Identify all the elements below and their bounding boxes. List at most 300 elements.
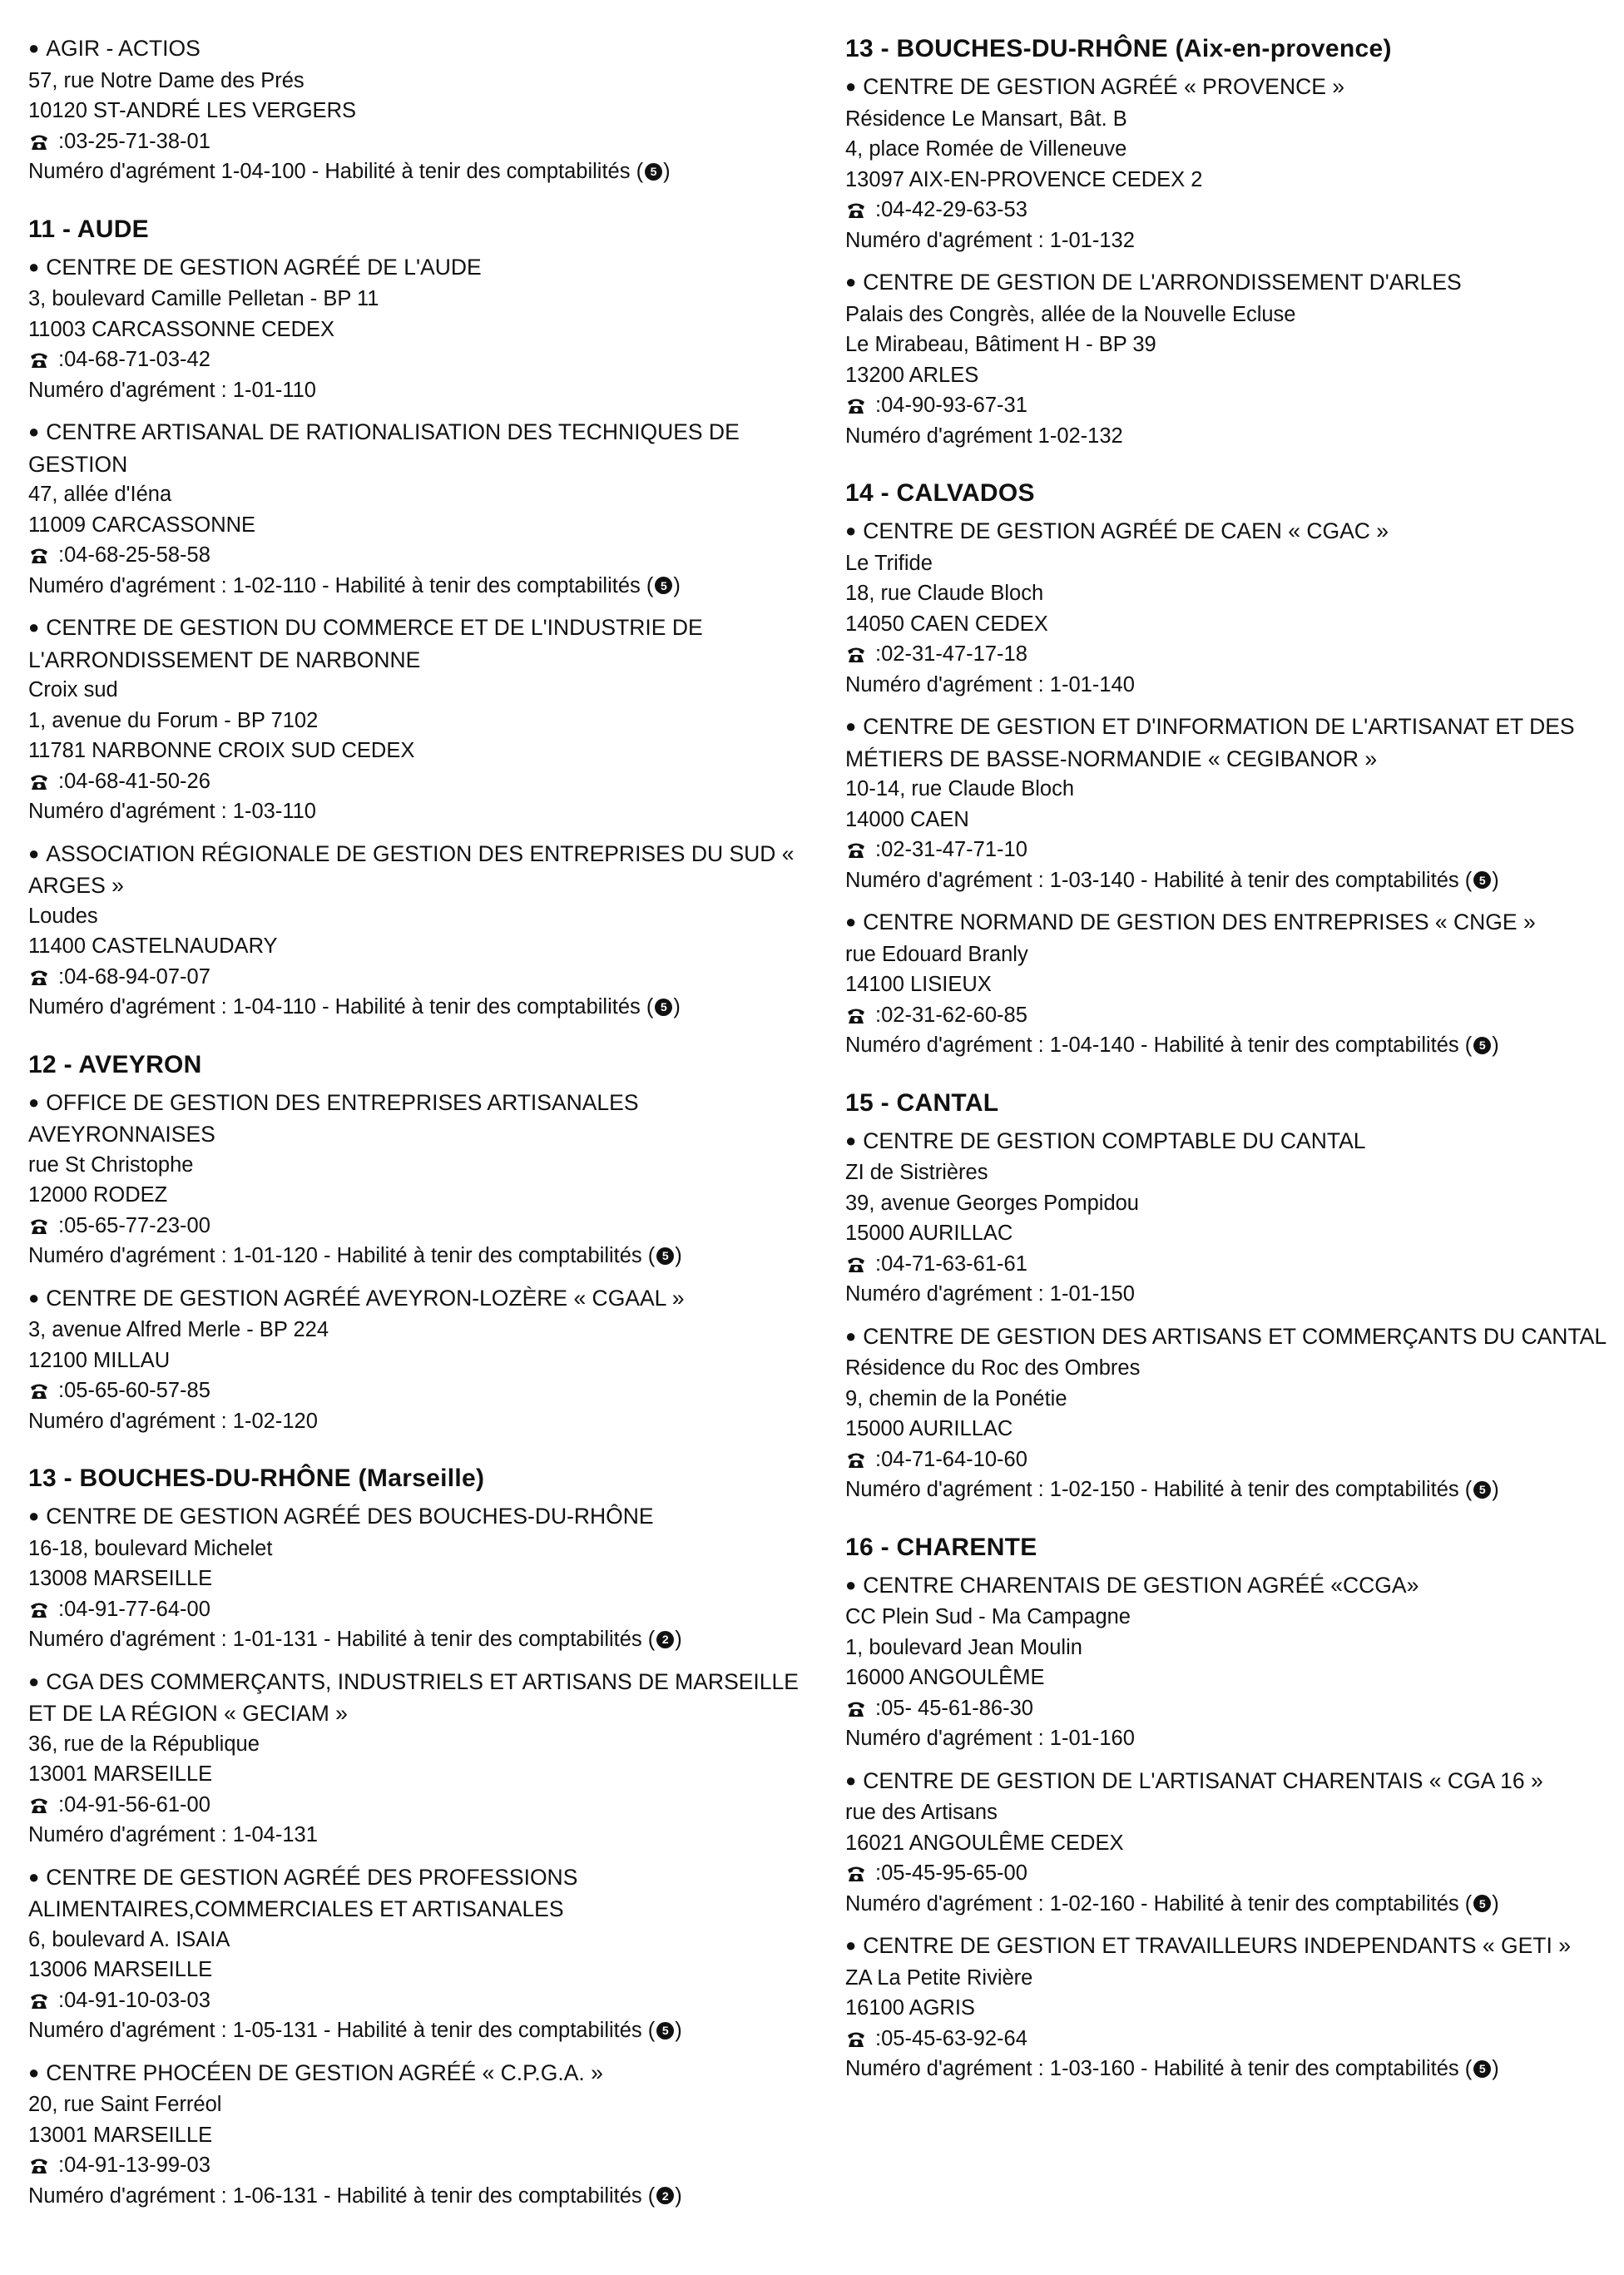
agrement-number: Numéro d'agrément : 1-05-131 <box>28 2019 318 2042</box>
address-line: 4, place Romée de Villeneuve <box>845 137 1127 161</box>
directory-entry <box>845 72 1611 255</box>
directory-entry <box>845 1766 1611 1920</box>
phone-line <box>845 1445 1611 1475</box>
entry-name <box>28 1283 810 1316</box>
agrement-number: Numéro d'agrément : 1-02-120 <box>28 1409 318 1433</box>
paren-close: ) <box>675 1244 682 1267</box>
habilite-text: Habilité à tenir des comptabilités <box>1153 868 1459 892</box>
agrement-line <box>28 992 810 1023</box>
paren-close: ) <box>673 995 681 1019</box>
bullet-icon: ● <box>28 1670 40 1692</box>
separator: - <box>305 160 325 183</box>
agrement-number: Numéro d'agrément : 1-04-131 <box>28 1823 318 1846</box>
bullet-icon: ● <box>845 1935 857 1955</box>
phone-prefix: : <box>875 2026 882 2050</box>
phone-icon <box>28 1380 50 1401</box>
address-line: 16100 AGRIS <box>845 1996 975 2020</box>
phone-prefix: : <box>58 1379 65 1402</box>
paren-close: ) <box>1492 2057 1499 2080</box>
address-line: 20, rue Saint Ferréol <box>28 2093 222 2116</box>
numbered-mark-icon: 5 <box>1473 871 1491 889</box>
separator: - <box>317 2183 337 2208</box>
numbered-mark-icon: 5 <box>645 163 662 181</box>
section-title: 16 - CHARENTE <box>845 1533 1037 1561</box>
paren-close: ) <box>1492 868 1499 892</box>
numbered-mark-icon: 5 <box>656 2022 674 2040</box>
bullet-icon: ● <box>28 842 40 864</box>
phone-prefix: : <box>875 394 882 417</box>
bullet-icon: ● <box>845 76 857 97</box>
address-line: 36, rue de la République <box>28 1732 260 1756</box>
phone-icon <box>28 966 50 988</box>
habilite-text: Habilité à tenir des comptabilités <box>1153 2057 1459 2080</box>
address-line: 3, boulevard Camille Pelletan - BP 11 <box>28 287 379 310</box>
directory-entry <box>28 1862 810 2046</box>
agrement-number: Numéro d'agrément 1-04-100 <box>28 160 306 183</box>
separator: - <box>1134 868 1154 892</box>
agrement-number: Numéro d'agrément : 1-03-110 <box>28 800 316 823</box>
numbered-mark-icon: 2 <box>656 1631 674 1648</box>
agrement-line <box>845 421 1611 452</box>
agrement-line <box>28 156 810 187</box>
phone-line <box>845 1693 1611 1724</box>
entry-name <box>845 1126 1611 1158</box>
agrement-line <box>28 2181 810 2212</box>
habilite-text: Habilité à tenir des comptabilités <box>324 160 631 183</box>
agrement-line <box>845 1723 1611 1754</box>
paren-open: ( <box>1458 1033 1473 1057</box>
phone-prefix: : <box>58 1988 65 2012</box>
directory-entry <box>845 1126 1611 1310</box>
phone-prefix: : <box>58 543 65 567</box>
agrement-line <box>845 1279 1611 1310</box>
habilite-text: Habilité à tenir des comptabilités <box>336 2019 642 2042</box>
paren-open: ( <box>1458 1891 1473 1916</box>
phone-prefix: : <box>58 2154 65 2177</box>
agrement-number: Numéro d'agrément : 1-01-150 <box>845 1282 1135 1306</box>
address-line: rue des Artisans <box>845 1801 998 1824</box>
phone-line <box>28 1790 810 1821</box>
phone-line <box>845 195 1611 226</box>
entry-name <box>845 1321 1611 1354</box>
agrement-line <box>845 1030 1611 1061</box>
phone-line <box>845 2024 1611 2054</box>
directory-entry <box>845 1570 1611 1754</box>
paren-open: ( <box>641 1244 656 1267</box>
agrement-number: Numéro d'agrément : 1-01-131 <box>28 1628 318 1651</box>
numbered-mark-icon: 5 <box>656 1247 674 1265</box>
paren-open: ( <box>1458 2057 1473 2080</box>
entry-name <box>28 33 810 66</box>
phone-number: 05- 45-61-86-30 <box>881 1696 1033 1720</box>
phone-number: 04-42-29-63-53 <box>881 198 1027 221</box>
agrement-number: Numéro d'agrément : 1-01-120 <box>28 1244 318 1267</box>
agrement-line <box>28 1406 810 1437</box>
habilite-text: Habilité à tenir des comptabilités <box>334 573 641 597</box>
phone-number: 04-91-56-61-00 <box>64 1792 210 1817</box>
agrement-number: Numéro d'agrément : 1-01-140 <box>845 672 1135 696</box>
bullet-icon: ● <box>845 911 857 932</box>
phone-line <box>28 1375 810 1406</box>
entry-name-text: CENTRE DE GESTION DE L'ARRONDISSEMENT D'ARLES <box>863 270 1462 295</box>
phone-line <box>28 1211 810 1242</box>
phone-number: 04-91-13-99-03 <box>64 2154 210 2177</box>
paren-open: ( <box>641 2019 656 2042</box>
entry-name <box>28 1862 810 1925</box>
numbered-mark-icon: 5 <box>1473 2060 1491 2078</box>
phone-line <box>845 1249 1611 1280</box>
agrement-number: Numéro d'agrément : 1-03-140 <box>845 868 1135 892</box>
entry-name <box>28 252 810 285</box>
bullet-icon: ● <box>845 520 857 541</box>
directory-entry <box>845 516 1611 700</box>
separator: - <box>1134 2057 1154 2080</box>
address-line: 39, avenue Georges Pompidou <box>845 1191 1139 1215</box>
phone-icon <box>845 394 867 416</box>
agrement-line <box>845 2054 1611 2084</box>
phone-line <box>845 835 1611 865</box>
bullet-icon: ● <box>28 2061 40 2083</box>
section-title: 13 - BOUCHES-DU-RHÔNE (Aix-en-provence) <box>845 35 1392 62</box>
entry-name <box>845 516 1611 548</box>
entry-name-text: CENTRE DE GESTION AGRÉÉ DES PROFESSIONS ALIMENTAIRES,COMMERCIALES ET ARTISANALES <box>28 1864 578 1921</box>
bullet-icon: ● <box>28 1286 40 1308</box>
directory-entry <box>845 267 1611 451</box>
entry-name-text: CENTRE DE GESTION AGRÉÉ DE L'AUDE <box>46 254 482 280</box>
address-line: 57, rue Notre Dame des Prés <box>28 68 304 92</box>
bullet-icon: ● <box>845 1325 857 1346</box>
agrement-line <box>845 226 1611 256</box>
paren-close: ) <box>675 1628 682 1651</box>
section-title: 14 - CALVADOS <box>845 479 1035 507</box>
agrement-number: Numéro d'agrément : 1-04-110 <box>28 995 316 1019</box>
address-line: 1, avenue du Forum - BP 7102 <box>28 708 319 732</box>
phone-prefix: : <box>875 642 882 666</box>
phone-line <box>845 390 1611 421</box>
bullet-icon: ● <box>845 716 857 736</box>
phone-icon <box>28 349 50 370</box>
separator: - <box>1134 1891 1154 1916</box>
phone-line <box>28 1594 810 1625</box>
bullet-icon: ● <box>28 421 40 442</box>
address-line: 18, rue Claude Bloch <box>845 582 1044 605</box>
phone-icon <box>28 1598 50 1620</box>
entry-name <box>28 417 810 479</box>
entry-name-text: CENTRE DE GESTION AGRÉÉ DES BOUCHES-DU-RHÔNE <box>46 1504 654 1529</box>
phone-icon <box>845 1253 867 1275</box>
phone-number: 04-71-63-61-61 <box>881 1251 1027 1276</box>
section-title: 13 - BOUCHES-DU-RHÔNE (Marseille) <box>28 1465 485 1492</box>
paren-open: ( <box>640 573 654 597</box>
paren-open: ( <box>630 160 644 183</box>
phone-line <box>845 1858 1611 1889</box>
bullet-icon: ● <box>28 1091 40 1113</box>
address-line: 15000 AURILLAC <box>845 1417 1013 1440</box>
phone-prefix: : <box>875 1696 882 1720</box>
address-line: 13008 MARSEILLE <box>28 1567 213 1590</box>
agrement-number: Numéro d'agrément : 1-01-110 <box>28 378 316 402</box>
phone-line <box>28 962 810 993</box>
directory-entry <box>845 711 1611 895</box>
phone-icon <box>28 131 50 152</box>
phone-icon <box>28 1215 50 1237</box>
phone-number: 04-91-10-03-03 <box>64 1988 210 2012</box>
phone-icon <box>845 199 867 221</box>
bullet-icon: ● <box>28 1866 40 1887</box>
bullet-icon: ● <box>28 255 40 277</box>
phone-icon <box>845 1862 867 1884</box>
phone-prefix: : <box>58 129 65 153</box>
phone-number: 04-71-64-10-60 <box>881 1447 1027 1471</box>
agrement-number: Numéro d'agrément 1-02-132 <box>845 424 1123 448</box>
address-line: 9, chemin de la Ponétie <box>845 1386 1067 1410</box>
bullet-icon: ● <box>845 271 857 292</box>
entry-name <box>28 612 810 675</box>
paren-close: ) <box>1492 1033 1499 1057</box>
entry-name-text: CENTRE DE GESTION AGRÉÉ « PROVENCE » <box>863 74 1345 99</box>
entry-name-text: CENTRE DE GESTION COMPTABLE DU CANTAL <box>863 1128 1366 1153</box>
address-line: CC Plein Sud - Ma Campagne <box>845 1605 1131 1628</box>
separator: - <box>317 1244 337 1267</box>
phone-line <box>28 2150 810 2181</box>
entry-name <box>845 267 1611 300</box>
numbered-mark-icon: 5 <box>1473 1037 1491 1054</box>
paren-open: ( <box>1458 868 1473 892</box>
agrement-line <box>845 670 1611 701</box>
entry-name <box>845 907 1611 939</box>
entry-name-text: CENTRE CHARENTAIS DE GESTION AGRÉÉ «CCGA» <box>863 1572 1419 1598</box>
phone-icon <box>845 1004 867 1026</box>
habilite-text: Habilité à tenir des comptabilités <box>336 2183 642 2208</box>
agrement-number: Numéro d'agrément : 1-01-160 <box>845 1727 1135 1750</box>
separator: - <box>1134 1478 1154 1501</box>
bullet-icon: ● <box>845 1574 857 1595</box>
entry-name-text: CENTRE ARTISANAL DE RATIONALISATION DES TECHNIQUES DE GESTION <box>28 419 740 477</box>
left-column <box>28 33 810 2223</box>
entry-name <box>845 72 1611 104</box>
entry-name-text: CENTRE DE GESTION DE L'ARTISANAT CHARENTAIS « CGA 16 » <box>863 1767 1543 1793</box>
address-line: 11009 CARCASSONNE <box>28 513 256 537</box>
address-line: 1, boulevard Jean Moulin <box>845 1635 1082 1659</box>
phone-prefix: : <box>875 838 882 861</box>
phone-prefix: : <box>875 1861 882 1885</box>
separator: - <box>317 1628 337 1651</box>
habilite-text: Habilité à tenir des comptabilités <box>336 1244 642 1267</box>
address-line: 3, avenue Alfred Merle - BP 224 <box>28 1318 329 1341</box>
address-line: 13001 MARSEILLE <box>28 1762 213 1786</box>
separator: - <box>316 573 335 597</box>
address-line: 10-14, rue Claude Bloch <box>845 777 1075 800</box>
agrement-line <box>28 1624 810 1655</box>
address-line: ZA La Petite Rivière <box>845 1965 1033 1990</box>
phone-number: 05-65-77-23-00 <box>64 1213 210 1237</box>
address-line: 13097 AIX-EN-PROVENCE CEDEX 2 <box>845 167 1203 191</box>
address-line: 13006 MARSEILLE <box>28 1958 213 1981</box>
numbered-mark-icon: 2 <box>656 2187 674 2204</box>
numbered-mark-icon: 5 <box>655 999 672 1016</box>
directory-entry <box>28 252 810 406</box>
directory-entry <box>28 2058 810 2212</box>
habilite-text: Habilité à tenir des comptabilités <box>1153 1891 1459 1916</box>
phone-icon <box>845 643 867 665</box>
address-line: Le Mirabeau, Bâtiment H - BP 39 <box>845 333 1156 356</box>
entry-name-text: CGA DES COMMERÇANTS, INDUSTRIELS ET ARTISANS DE MARSEILLE ET DE LA RÉGION « GECIAM » <box>28 1668 799 1726</box>
address-line: Le Trifide <box>845 551 933 575</box>
paren-open: ( <box>1458 1478 1473 1501</box>
numbered-mark-icon: 5 <box>655 577 672 594</box>
directory-entry <box>28 839 810 1023</box>
entry-name-text: CENTRE DE GESTION AGRÉÉ AVEYRON-LOZÈRE « CGAAL » <box>46 1285 685 1311</box>
entry-name <box>28 1667 810 1729</box>
directory-entry <box>28 1667 810 1851</box>
separator: - <box>317 2019 337 2042</box>
address-line: 47, allée d'Iéna <box>28 483 172 506</box>
address-line: 13200 ARLES <box>845 363 979 387</box>
address-line: Résidence du Roc des Ombres <box>845 1356 1141 1380</box>
agrement-line <box>28 2015 810 2046</box>
agrement-number: Numéro d'agrément : 1-04-140 <box>845 1033 1135 1057</box>
phone-prefix: : <box>58 1213 65 1237</box>
phone-number: 05-45-95-65-00 <box>881 1861 1027 1885</box>
phone-icon <box>28 1990 50 2011</box>
phone-prefix: : <box>875 1447 882 1471</box>
entry-name-text: CENTRE DE GESTION DU COMMERCE ET DE L'INDUSTRIE DE L'ARRONDISSEMENT DE NARBONNE <box>28 615 703 672</box>
agrement-line <box>845 1889 1611 1920</box>
phone-number: 04-68-71-03-42 <box>64 348 210 371</box>
address-line: rue St Christophe <box>28 1152 194 1177</box>
phone-number: 02-31-47-71-10 <box>881 838 1027 861</box>
bullet-icon: ● <box>845 1769 857 1791</box>
address-line: 13001 MARSEILLE <box>28 2123 213 2147</box>
address-line: 11400 CASTELNAUDARY <box>28 934 278 958</box>
agrement-number: Numéro d'agrément : 1-02-110 <box>28 573 316 597</box>
entry-name <box>845 1931 1611 1963</box>
directory-entry <box>28 1088 810 1271</box>
phone-prefix: : <box>58 1597 65 1621</box>
address-line: 16021 ANGOULÊME CEDEX <box>845 1831 1124 1855</box>
entry-name <box>28 1501 810 1534</box>
directory-entry <box>28 1283 810 1437</box>
phone-line <box>845 1000 1611 1031</box>
bullet-icon: ● <box>28 37 40 58</box>
phone-icon <box>845 2028 867 2049</box>
address-line: 12000 RODEZ <box>28 1183 168 1207</box>
entry-name-text: CENTRE DE GESTION DES ARTISANS ET COMMERÇANTS DU CANTAL <box>863 1323 1607 1349</box>
entry-name-text: CENTRE DE GESTION ET D'INFORMATION DE L'ARTISANAT ET DES MÉTIERS DE BASSE-NORMANDIE « CEGIBANOR » <box>845 714 1575 771</box>
paren-close: ) <box>1492 1891 1499 1916</box>
entry-name-text: CENTRE DE GESTION ET TRAVAILLEURS INDEPENDANTS « GETI » <box>863 1933 1571 1958</box>
habilite-text: Habilité à tenir des comptabilités <box>1153 1478 1459 1501</box>
habilite-text: Habilité à tenir des comptabilités <box>1153 1033 1459 1057</box>
entry-name-text: ASSOCIATION RÉGIONALE DE GESTION DES ENTREPRISES DU SUD « ARGES » <box>28 840 795 898</box>
phone-icon <box>28 2154 50 2176</box>
agrement-number: Numéro d'agrément : 1-01-132 <box>845 228 1135 252</box>
paren-close: ) <box>1492 1478 1499 1501</box>
paren-close: ) <box>675 2183 682 2208</box>
agrement-number: Numéro d'agrément : 1-06-131 <box>28 2183 318 2208</box>
separator: - <box>316 995 335 1019</box>
directory-entry <box>845 1321 1611 1505</box>
numbered-mark-icon: 5 <box>1473 1895 1491 1912</box>
directory-entry <box>28 1501 810 1655</box>
section-title: 12 - AVEYRON <box>28 1050 202 1078</box>
entry-name <box>28 2058 810 2090</box>
address-line: 14050 CAEN CEDEX <box>845 612 1048 636</box>
phone-prefix: : <box>875 198 882 221</box>
bullet-icon: ● <box>28 1505 40 1526</box>
entry-name-text: OFFICE DE GESTION DES ENTREPRISES ARTISANALES AVEYRONNAISES <box>28 1089 639 1147</box>
address-line: 12100 MILLAU <box>28 1348 171 1372</box>
address-line: 10120 ST-ANDRÉ LES VERGERS <box>28 99 356 122</box>
entry-name-text: AGIR - ACTIOS <box>46 36 201 61</box>
phone-icon <box>845 839 867 860</box>
address-line: Croix sud <box>28 678 118 701</box>
bullet-icon: ● <box>28 617 40 637</box>
phone-line <box>28 766 810 797</box>
paren-open: ( <box>640 995 654 1019</box>
address-line: ZI de Sistrières <box>845 1161 988 1184</box>
paren-close: ) <box>673 573 681 597</box>
phone-number: 02-31-62-60-85 <box>881 1003 1027 1027</box>
phone-line <box>28 126 810 157</box>
entry-name-text: CENTRE DE GESTION AGRÉÉ DE CAEN « CGAC » <box>863 518 1389 543</box>
entry-name <box>28 1088 810 1150</box>
phone-icon <box>28 544 50 566</box>
numbered-mark-icon: 5 <box>1473 1481 1491 1499</box>
paren-close: ) <box>663 160 671 183</box>
phone-icon <box>28 1794 50 1816</box>
phone-prefix: : <box>58 348 65 371</box>
agrement-number: Numéro d'agrément : 1-02-160 <box>845 1891 1135 1916</box>
address-line: 15000 AURILLAC <box>845 1222 1013 1245</box>
phone-prefix: : <box>875 1003 882 1027</box>
address-line: 16000 ANGOULÊME <box>845 1666 1045 1689</box>
agrement-line <box>845 1475 1611 1505</box>
phone-icon <box>845 1449 867 1470</box>
address-line: 6, boulevard A. ISAIA <box>28 1927 230 1951</box>
phone-number: 05-65-60-57-85 <box>64 1379 210 1402</box>
phone-prefix: : <box>875 1251 882 1276</box>
section-title: 15 - CANTAL <box>845 1088 999 1117</box>
phone-icon <box>845 1698 867 1719</box>
entry-name <box>845 1766 1611 1798</box>
phone-number: 03-25-71-38-01 <box>64 129 210 153</box>
phone-prefix: : <box>58 964 65 989</box>
bullet-icon: ● <box>845 1129 857 1151</box>
phone-number: 04-68-41-50-26 <box>64 769 210 793</box>
agrement-line <box>28 796 810 827</box>
address-line: Palais des Congrès, allée de la Nouvelle Ecluse <box>845 302 1296 326</box>
directory-entry <box>845 1931 1611 2084</box>
phone-number: 04-91-77-64-00 <box>64 1597 210 1621</box>
agrement-number: Numéro d'agrément : 1-02-150 <box>845 1478 1135 1501</box>
directory-entry <box>28 417 810 601</box>
paren-open: ( <box>641 1628 656 1651</box>
directory-entry <box>28 33 810 187</box>
entry-name <box>845 711 1611 774</box>
phone-line <box>28 344 810 375</box>
phone-number: 05-45-63-92-64 <box>881 2026 1027 2050</box>
phone-number: 02-31-47-17-18 <box>881 642 1027 666</box>
phone-line <box>28 1985 810 2016</box>
separator: - <box>1134 1033 1154 1057</box>
agrement-line <box>845 865 1611 896</box>
directory-entry <box>28 612 810 827</box>
agrement-line <box>28 571 810 602</box>
agrement-line <box>28 375 810 406</box>
agrement-number: Numéro d'agrément : 1-03-160 <box>845 2057 1135 2080</box>
directory-entry <box>845 907 1611 1061</box>
